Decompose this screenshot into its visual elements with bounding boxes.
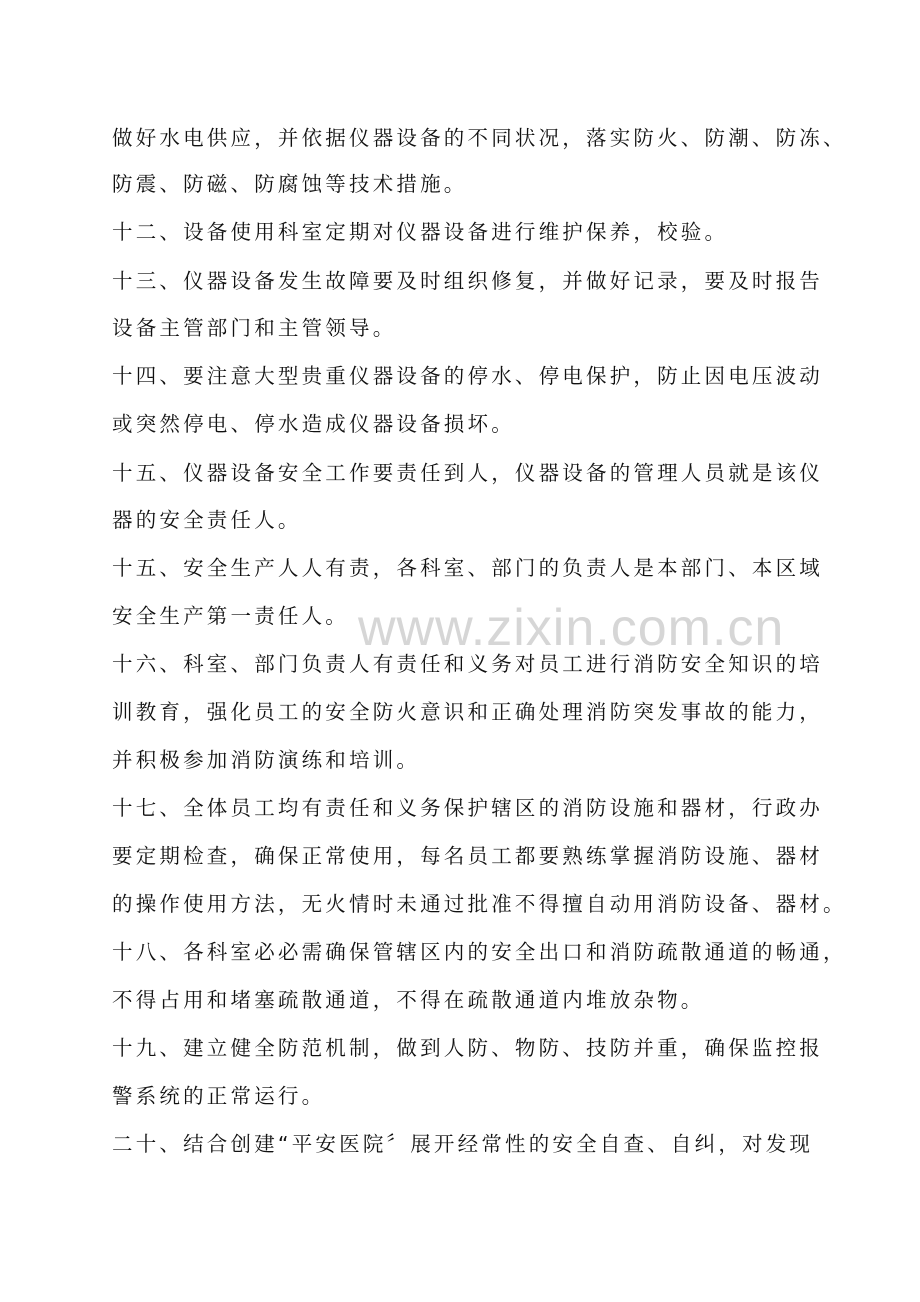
text-line: 十四、要注意大型贵重仪器设备的停水、停电保护，防止因电压波动 [112, 364, 823, 388]
text-line: 安全生产第一责任人。 [112, 604, 349, 628]
text-line: 并积极参加消防演练和培训。 [112, 748, 421, 772]
text-line: 十九、建立健全防范机制，做到人防、物防、技防并重，确保监控报 [112, 1036, 823, 1060]
text-line: 做好水电供应，并依据仪器设备的不同状况，落实防火、防潮、防冻、 [112, 126, 847, 150]
text-line: 十七、全体员工均有责任和义务保护辖区的消防设施和器材，行政办 [112, 796, 823, 820]
text-line: 要定期检查，确保正常使用，每名员工都要熟练掌握消防设施、器材 [112, 844, 823, 868]
text-line: 十二、设备使用科室定期对仪器设备进行维护保养，校验。 [112, 220, 729, 244]
text-line: 十三、仪器设备发生故障要及时组织修复，并做好记录，要及时报告 [112, 269, 823, 293]
text-line: 不得占用和堵塞疏散通道，不得在疏散通道内堆放杂物。 [112, 988, 705, 1012]
text-line: 十五、安全生产人人有责，各科室、部门的负责人是本部门、本区域 [112, 556, 823, 580]
text-line: 设备主管部门和主管领导。 [112, 316, 397, 340]
text-line: 十六、科室、部门负责人有责任和义务对员工进行消防安全知识的培 [112, 652, 823, 676]
text-line: 防震、防磁、防腐蚀等技术措施。 [112, 172, 468, 196]
text-line: 训教育，强化员工的安全防火意识和正确处理消防突发事故的能力， [112, 700, 823, 724]
text-line: 器的安全责任人。 [112, 508, 302, 532]
text-line: 十五、仪器设备安全工作要责任到人，仪器设备的管理人员就是该仪 [112, 461, 823, 485]
text-line: 的操作使用方法，无火情时未通过批准不得擅自动用消防设备、器材。 [112, 892, 847, 916]
text-line: 二十、结合创建“平安医院〞展开经常性的安全自查、自纠，对发现 [112, 1132, 814, 1156]
text-line: 警系统的正常运行。 [112, 1084, 326, 1108]
text-line: 十八、各科室必必需确保管辖区内的安全出口和消防疏散通道的畅通， [112, 940, 847, 964]
watermark: www.zixin.com.cn [358, 599, 785, 657]
text-line: 或突然停电、停水造成仪器设备损坏。 [112, 412, 515, 436]
